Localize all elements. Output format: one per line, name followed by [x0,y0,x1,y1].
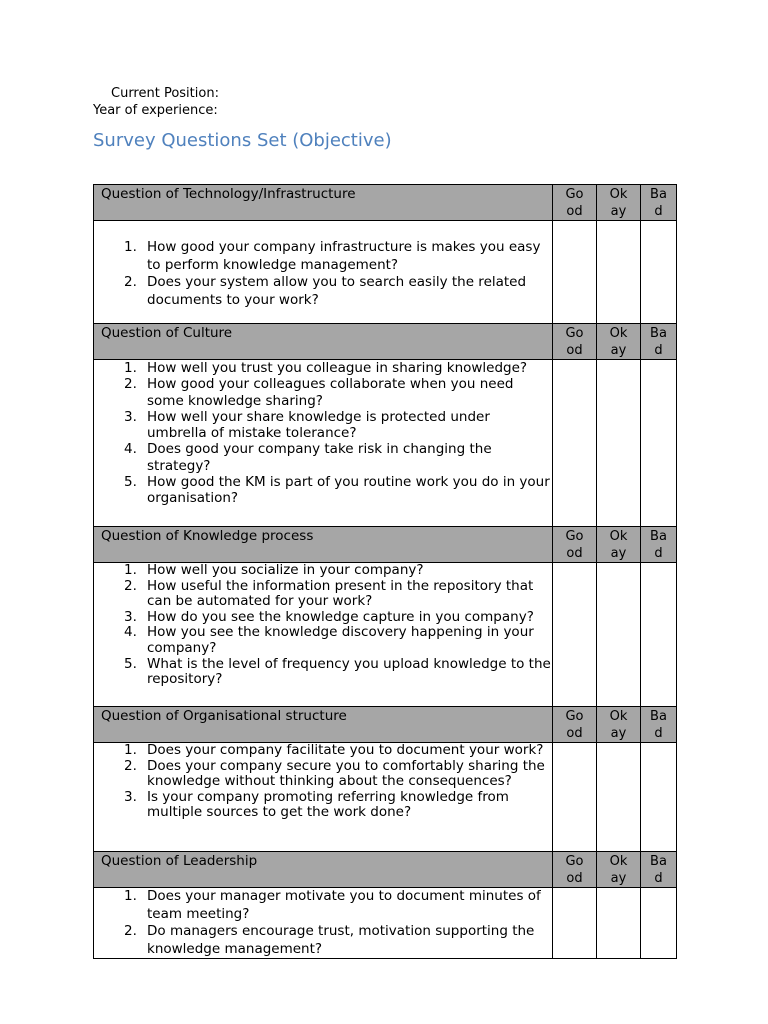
question-list-cell [94,743,553,852]
rating-cell-good[interactable] [553,888,597,959]
section-header-question-of-culture [94,324,677,360]
rating-cell-okay[interactable] [597,743,641,852]
question-list [94,563,552,688]
question-item: 1. Does your company facilitate you to document your work? [124,742,544,758]
rating-header-bad: Ba d [641,324,677,360]
question-list-cell [94,360,553,527]
question-row [94,888,677,959]
question-text: How useful the information present in the repository that can be automated for your work? [147,577,534,610]
question-text: Does your company facilitate you to document your work? [147,742,544,758]
question-item: 1. How well you socialize in your company? [124,562,424,578]
question-item: 4. Does good your company take risk in changing the strategy? [124,441,492,474]
current-position-label: Current Position: [111,86,219,101]
question-item: 3. Is your company promoting referring knowledge from multiple sources to get the work done? [124,788,509,821]
question-text: Does your system allow you to search easily the related documents to your work? [147,274,527,308]
question-row [94,360,677,527]
question-row [94,221,677,324]
rating-header-bad: Ba d [641,185,677,221]
section-title: Question of Culture [94,324,553,360]
years-of-experience-label: Year of experience: [93,103,218,118]
question-item: 3. How do you see the knowledge capture in you company? [124,608,534,625]
page-title: Survey Questions Set (Objective) [93,130,392,151]
section-title: Question of Technology/Infrastructure [94,185,553,221]
question-text: How good your colleagues collaborate when you need some knowledge sharing? [147,376,514,409]
question-text: Is your company promoting referring knowledge from multiple sources to get the work done? [147,788,509,821]
rating-header-bad: Ba d [641,527,677,563]
question-item: 4. How you see the knowledge discovery happening in your company? [124,624,534,656]
rating-header-okay: Ok ay [597,707,641,743]
rating-header-good: Go od [553,527,597,563]
question-item: 2. Does your system allow you to search easily the related documents to your work? [124,274,527,308]
question-item: 1. How good your company infrastructure is makes you easy to perform knowledge management? [124,239,541,273]
rating-header-okay: Ok ay [597,185,641,221]
question-text: How good the KM is part of you routine work you do in your organisation? [147,474,550,507]
rating-cell-good[interactable] [553,743,597,852]
question-list [94,888,552,958]
question-item: 2. Does your company secure you to comfortably sharing the knowledge without thinking about the consequences? [124,757,545,790]
rating-header-good: Go od [553,324,597,360]
question-list [94,360,552,507]
question-item: 3. How well your share knowledge is protected under umbrella of mistake tolerance? [124,408,490,442]
question-text: How well you trust you colleague in sharing knowledge? [147,360,528,376]
question-list-cell [94,563,553,707]
question-text: What is the level of frequency you upload knowledge to the repository? [147,655,551,688]
rating-cell-okay[interactable] [597,360,641,527]
rating-header-bad: Ba d [641,852,677,888]
rating-cell-okay[interactable] [597,221,641,324]
section-header-question-of-technology-infrastructure [94,185,677,221]
section-title: Question of Leadership [94,852,553,888]
section-header-question-of-organisational-structure [94,707,677,743]
question-text: How good your company infrastructure is makes you easy to perform knowledge management? [147,239,541,273]
rating-cell-good[interactable] [553,360,597,527]
question-item: 5. What is the level of frequency you upload knowledge to the repository? [124,655,551,688]
rating-cell-bad[interactable] [641,888,677,959]
question-item: 1. How well you trust you colleague in sharing knowledge? [124,360,528,376]
rating-cell-bad[interactable] [641,360,677,527]
question-list-cell [94,221,553,324]
survey-table [93,184,677,959]
question-list [94,239,552,309]
rating-header-okay: Ok ay [597,852,641,888]
question-row [94,563,677,707]
rating-cell-okay[interactable] [597,563,641,707]
section-title: Question of Organisational structure [94,707,553,743]
question-text: How do you see the knowledge capture in you company? [147,608,534,625]
question-item: 2. How useful the information present in the repository that can be automated for your work? [124,577,534,610]
section-header-question-of-leadership [94,852,677,888]
rating-header-okay: Ok ay [597,324,641,360]
question-item: 2. How good your colleagues collaborate when you need some knowledge sharing? [124,376,514,409]
question-item: 2. Do managers encourage trust, motivation supporting the knowledge management? [124,923,535,957]
rating-cell-bad[interactable] [641,221,677,324]
rating-cell-good[interactable] [553,563,597,707]
question-row [94,743,677,852]
question-list-cell [94,888,553,959]
rating-cell-bad[interactable] [641,563,677,707]
question-text: How well your share knowledge is protected under umbrella of mistake tolerance? [147,408,490,442]
question-text: Does your company secure you to comfortably sharing the knowledge without thinking about the consequences? [147,757,545,790]
rating-cell-good[interactable] [553,221,597,324]
question-item: 5. How good the KM is part of you routine work you do in your organisation? [124,474,550,507]
question-text: How you see the knowledge discovery happening in your company? [147,624,534,656]
question-list [94,743,552,821]
section-header-question-of-knowledge-process [94,527,677,563]
rating-header-good: Go od [553,707,597,743]
section-title: Question of Knowledge process [94,527,553,563]
question-text: Do managers encourage trust, motivation supporting the knowledge management? [147,923,535,957]
rating-header-bad: Ba d [641,707,677,743]
question-text: How well you socialize in your company? [147,562,424,578]
question-text: Does good your company take risk in changing the strategy? [147,441,492,474]
question-text: Does your manager motivate you to document minutes of team meeting? [147,888,541,922]
rating-header-okay: Ok ay [597,527,641,563]
rating-cell-okay[interactable] [597,888,641,959]
rating-header-good: Go od [553,852,597,888]
question-item: 1. Does your manager motivate you to document minutes of team meeting? [124,888,541,922]
rating-header-good: Go od [553,185,597,221]
rating-cell-bad[interactable] [641,743,677,852]
